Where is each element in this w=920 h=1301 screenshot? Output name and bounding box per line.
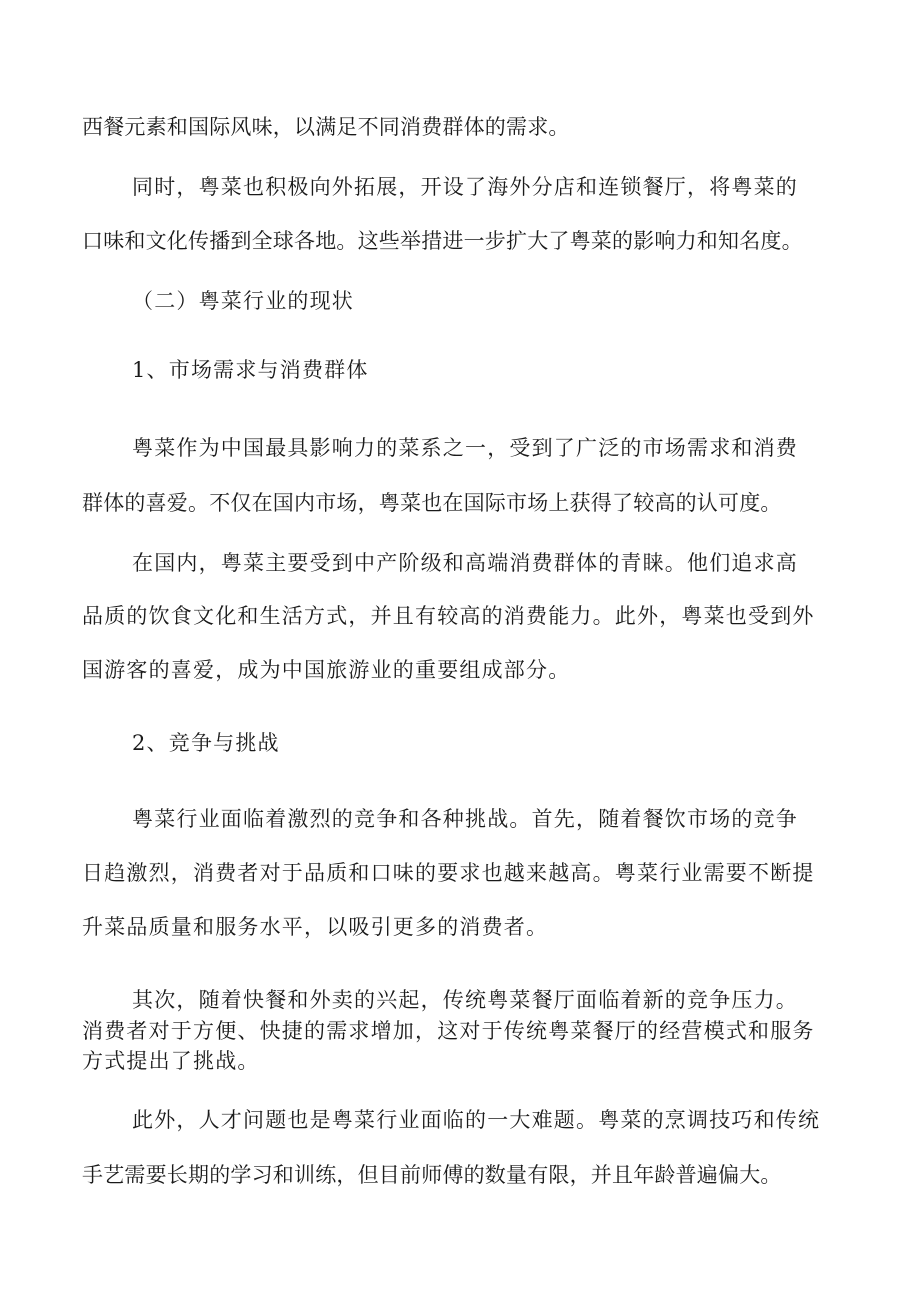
body-text-line: 其次，随着快餐和外卖的兴起，传统粤菜餐厅面临着新的竞争压力。 (132, 988, 798, 1012)
body-text-line: 品质的饮食文化和生活方式，并且有较高的消费能力。此外，粤菜也受到外 (82, 604, 815, 628)
body-text-line: 粤菜行业面临着激烈的竞争和各种挑战。首先，随着餐饮市场的竞争 (132, 807, 798, 831)
body-text-line: 国游客的喜爱，成为中国旅游业的重要组成部分。 (82, 658, 571, 682)
subsection-heading: 1、市场需求与消费群体 (132, 358, 369, 382)
body-text-line: 日趋激烈，消费者对于品质和口味的要求也越来越高。粤菜行业需要不断提 (82, 861, 815, 885)
section-heading: （二）粤菜行业的现状 (132, 289, 354, 313)
body-text-line: 手艺需要长期的学习和训练，但目前师傅的数量有限，并且年龄普遍偏大。 (82, 1163, 782, 1187)
body-text-line: 在国内，粤菜主要受到中产阶级和高端消费群体的青睐。他们追求高 (132, 551, 798, 575)
body-text-line: 此外，人才问题也是粤菜行业面临的一大难题。粤菜的烹调技巧和传统 (132, 1108, 821, 1132)
body-text-line: 西餐元素和国际风味，以满足不同消费群体的需求。 (82, 115, 570, 139)
subsection-heading: 2、竞争与挑战 (132, 731, 280, 755)
body-text-line: 同时，粤菜也积极向外拓展，开设了海外分店和连锁餐厅，将粤菜的 (132, 175, 798, 199)
body-text-line: 升菜品质量和服务水平，以吸引更多的消费者。 (82, 915, 549, 939)
body-text-line: 方式提出了挑战。 (82, 1049, 260, 1073)
body-text-line: 群体的喜爱。不仅在国内市场，粤菜也在国际市场上获得了较高的认可度。 (82, 491, 782, 515)
body-text-line: 粤菜作为中国最具影响力的菜系之一，受到了广泛的市场需求和消费 (132, 436, 798, 460)
body-text-line: 口味和文化传播到全球各地。这些举措进一步扩大了粤菜的影响力和知名度。 (82, 229, 803, 253)
body-text-line: 消费者对于方便、快捷的需求增加，这对于传统粤菜餐厅的经营模式和服务 (82, 1019, 815, 1043)
